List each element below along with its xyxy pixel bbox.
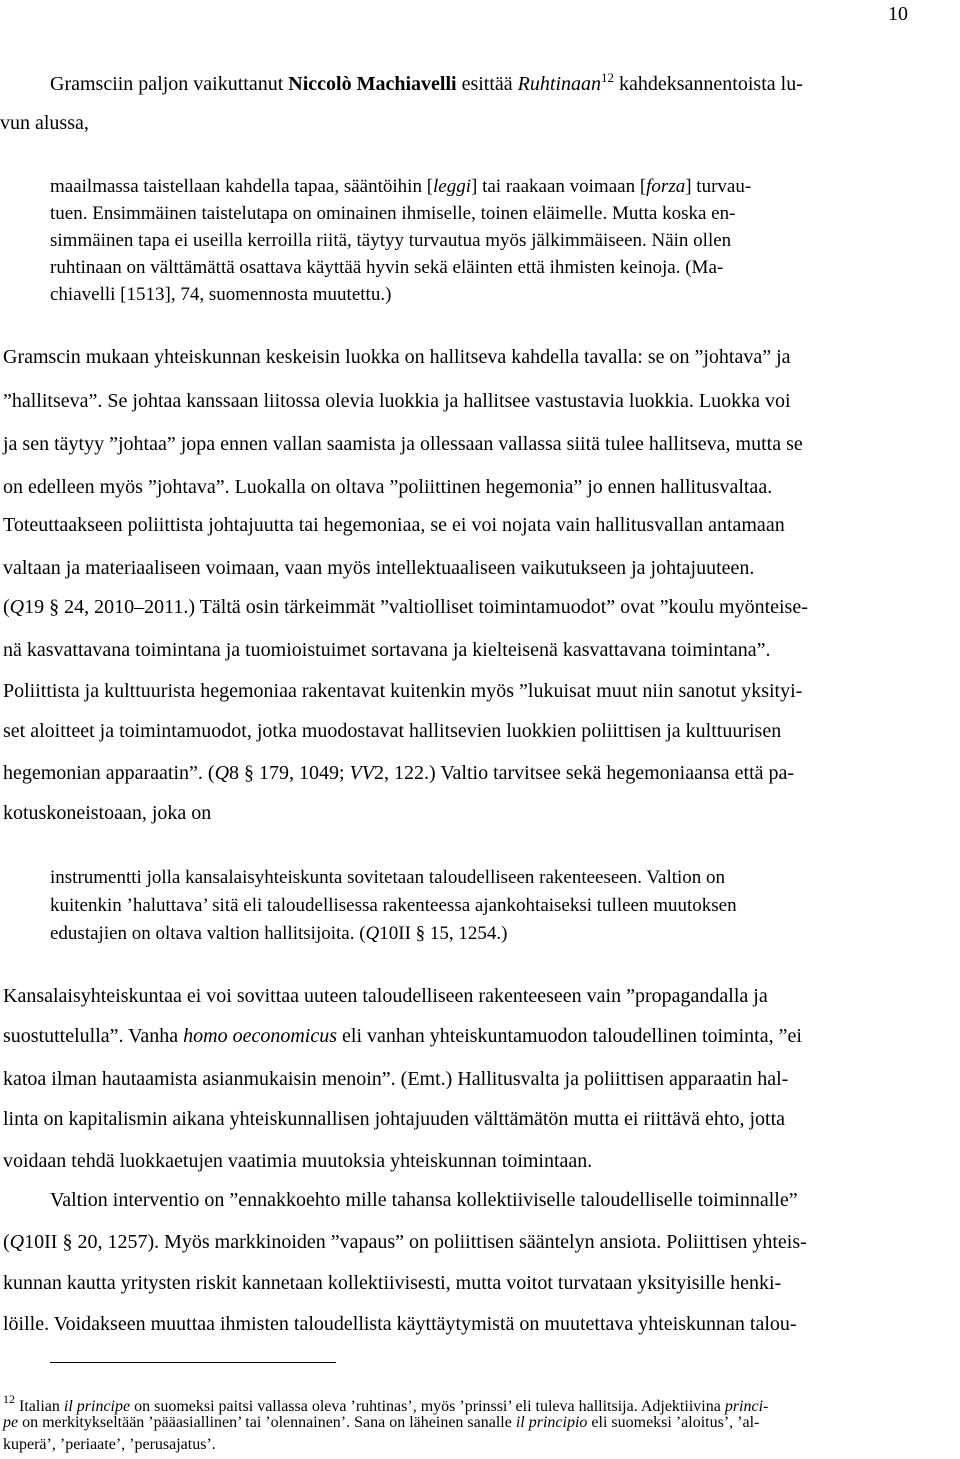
text-line: voidaan tehdä luokkaetujen vaatimia muutoksia yhteiskunnan toimintaan. — [3, 1150, 593, 1172]
footnote-line: pe on merkitykseltään ’pääasiallinen’ tai ’olennainen’. Sana on läheinen sanalle il principio eli suomeksi ’aloitus’, ’al- — [3, 1414, 760, 1431]
quote-line: edustajien on oltava valtion hallitsijoita. (Q10II § 15, 1254.) — [50, 923, 508, 944]
text-line: (Q10II § 20, 1257). Myös markkinoiden ”vapaus” on poliittisen sääntelyn ansiota. Poliittisen yhteis- — [3, 1231, 807, 1253]
footnote-reference: 12 — [601, 70, 615, 85]
text-line: valtaan ja materiaaliseen voimaan, vaan myös intellektuaaliseen vaikutukseen ja johtajuuteen. — [3, 557, 755, 579]
text-line: kunnan kautta yritysten riskit kannetaan kollektiivisesti, mutta voitot turvataan yksityisille henki- — [3, 1272, 782, 1294]
text-line: Gramscin mukaan yhteiskunnan keskeisin luokka on hallitseva kahdella tavalla: se on ”johtava” ja — [3, 346, 791, 368]
text-line: katoa ilman hautaamista asianmukaisin menoin”. (Emt.) Hallitusvalta ja poliittisen apparaatin hal- — [3, 1068, 789, 1090]
text-line: ”hallitseva”. Se johtaa kanssaan liitossa olevia luokkia ja hallitsee vastustavia luokkia. Luokka voi — [3, 390, 791, 412]
quote-line: kuitenkin ’haluttava’ sitä eli taloudellisessa rakenteessa ajankohtaiseksi tulleen muutoksen — [50, 895, 737, 916]
quote-line: simmäinen tapa ei useilla kerroilla riitä, täytyy turvautua myös jälkimmäiseen. Näin ollen — [50, 230, 732, 251]
text-line: (Q19 § 24, 2010–2011.) Tältä osin tärkeimmät ”valtiolliset toimintamuodot” ovat ”koulu myönteise- — [3, 596, 808, 618]
quote-line: instrumentti jolla kansalaisyhteiskunta sovitetaan taloudelliseen rakenteeseen. Valtion on — [50, 867, 726, 888]
footnote-number: 12 — [3, 1392, 15, 1406]
text-line: kotuskoneistoaan, joka on — [3, 802, 212, 824]
quote-line: chiavelli [1513], 74, suomennosta muutettu.) — [50, 284, 392, 305]
text-line: on edelleen myös ”johtava”. Luokalla on oltava ”poliittinen hegemonia” jo ennen hallitusvaltaa. — [3, 476, 773, 498]
footnote-line: kuperä’, ’periaate’, ’perusajatus’. — [3, 1436, 216, 1453]
intro-line-1: Gramsciin paljon vaikuttanut Niccolò Machiavelli esittää Ruhtinaan$^{12}$ kahdeksannentoista lu- — [50, 70, 803, 95]
text-line: ja sen täytyy ”johtaa” jopa ennen vallan saamista ja ollessaan vallassa siitä tulee hallitseva, mutta se — [3, 433, 803, 455]
text-line: nä kasvattavana toimintana ja tuomioistuimet sortavana ja kielteisenä kasvattavana toimintana”. — [3, 639, 771, 661]
footnote-divider — [50, 1362, 336, 1363]
text-line: set aloitteet ja toimintamuodot, jotka muodostavat hallitsevien luokkien poliittisen ja kulttuurisen — [3, 720, 782, 742]
text-line: löille. Voidakseen muuttaa ihmisten taloudellista käyttäytymistä on muutettava yhteiskunnan talou- — [3, 1313, 797, 1335]
text-line: hegemonian apparaatin”. (Q8 § 179, 1049; VV2, 122.) Valtio tarvitsee sekä hegemoniaansa että pa- — [3, 762, 795, 784]
footnote-line: $^{12}$ Italian il principe on suomeksi paitsi vallassa oleva ’ruhtinas’, myös ’prinssi’ eli tuleva hallitsija. Adjektiivina princi- — [3, 1392, 769, 1415]
text-line: Toteuttaakseen poliittista johtajuutta tai hegemoniaa, se ei voi nojata vain hallitusvallan antamaan — [3, 514, 785, 536]
quote-line: maailmassa taistellaan kahdella tapaa, sääntöihin [leggi] tai raakaan voimaan [forza] turvau- — [50, 176, 752, 197]
text-line: Kansalaisyhteiskuntaa ei voi sovittaa uuteen taloudelliseen rakenteeseen vain ”propagandalla ja — [3, 985, 768, 1007]
quote-line: tuen. Ensimmäinen taistelutapa on ominainen ihmiselle, toinen eläimelle. Mutta koska en- — [50, 203, 736, 224]
quote-line: ruhtinaan on välttämättä osattava käyttää hyvin sekä eläinten että ihmisten keinoja. (Ma- — [50, 257, 724, 278]
intro-line-2: vun alussa, — [0, 112, 89, 134]
page-number: 10 — [888, 3, 908, 25]
text-line: Valtion interventio on ”ennakkoehto mille tahansa kollektiiviselle taloudelliselle toiminnalle” — [50, 1189, 798, 1211]
text-line: linta on kapitalismin aikana yhteiskunnallisen johtajuuden välttämätön mutta ei riittävä ehto, jotta — [3, 1108, 786, 1130]
text-line: Poliittista ja kulttuurista hegemoniaa rakentavat kuitenkin myös ”lukuisat muut niin sanotut yksityi- — [3, 680, 803, 702]
text-line: suostuttelulla”. Vanha homo oeconomicus eli vanhan yhteiskuntamuodon taloudellinen toiminta, ”ei — [3, 1025, 802, 1047]
